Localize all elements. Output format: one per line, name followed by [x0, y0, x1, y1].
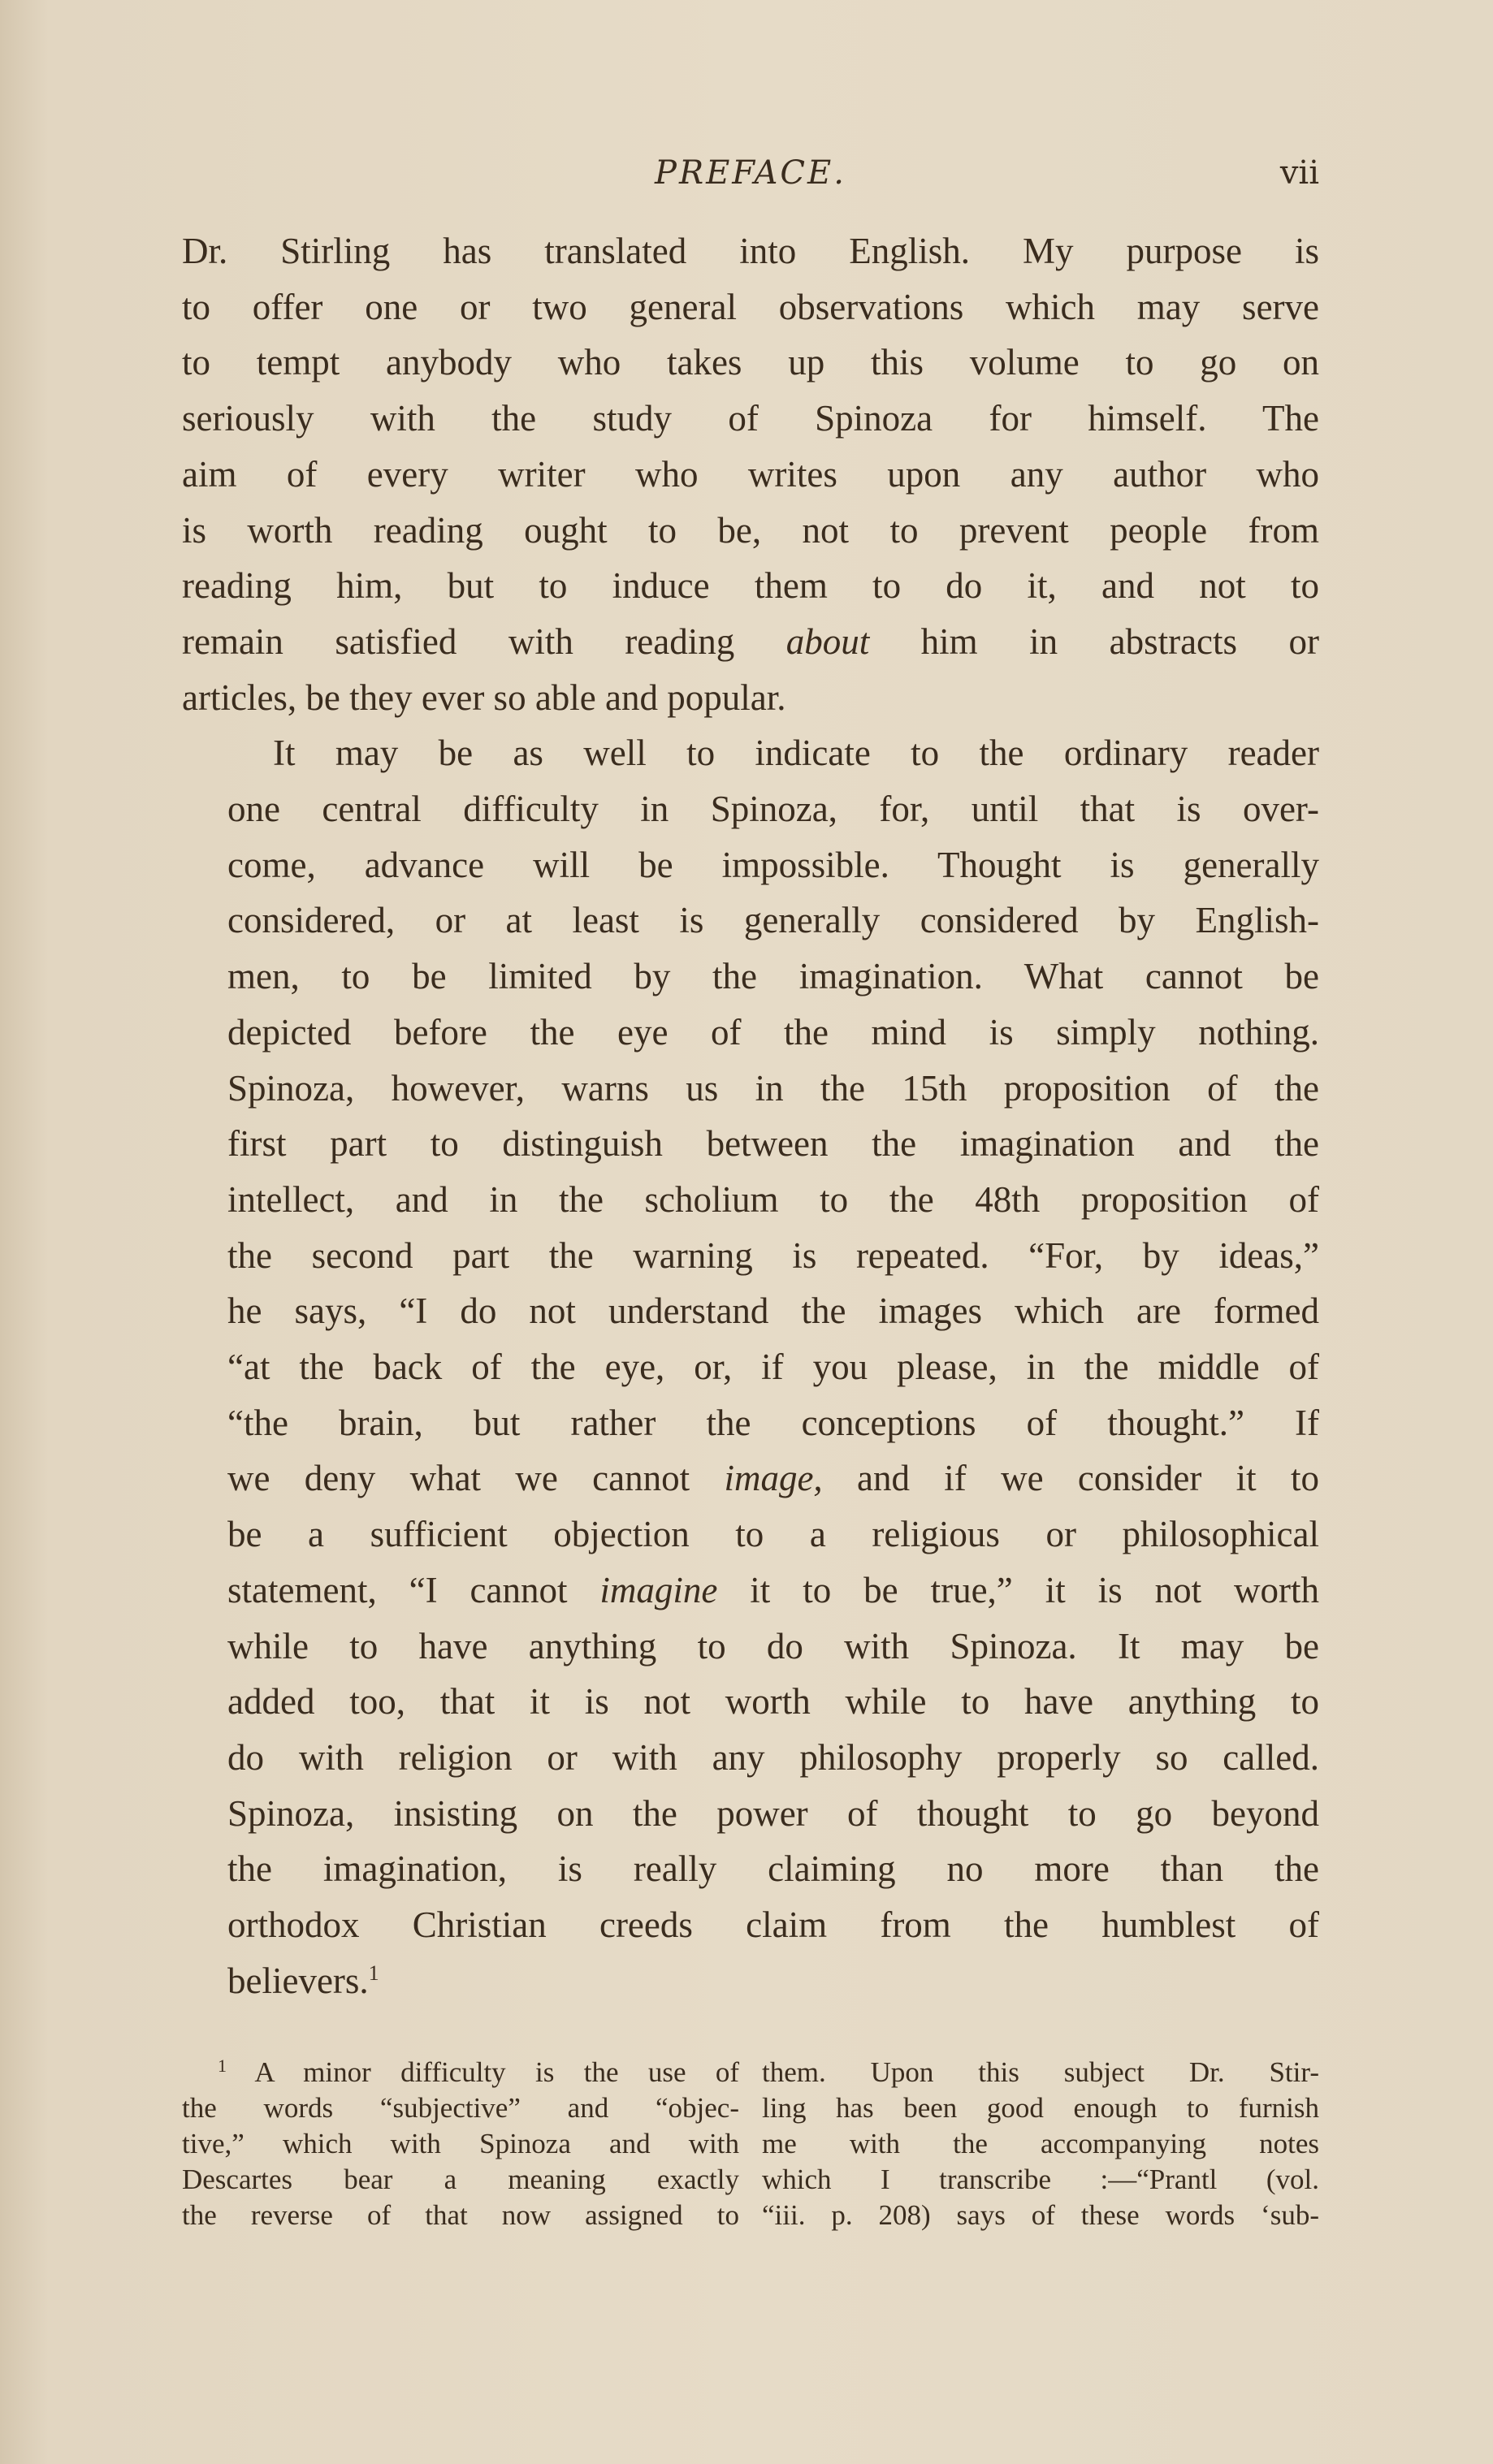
text-line: is worth reading ought to be, not to prevent people from [182, 509, 1319, 551]
text-line: remain satisfied with reading about him in abstracts or [182, 620, 1319, 662]
text-line: It may be as well to indicate to the ordinary reader [273, 733, 1319, 774]
footnote-marker: 1 [218, 2055, 227, 2076]
text-line: added too, that it is not worth while to have anything to [227, 1681, 1319, 1723]
footnote-line: them. Upon this subject Dr. Stir- [762, 2056, 1319, 2088]
text-line: come, advance will be impossible. Thought is generally [227, 844, 1319, 885]
text-line: depicted before the eye of the mind is simply nothing. [227, 1011, 1319, 1053]
text-line: Spinoza, insisting on the power of thought to go beyond [227, 1792, 1319, 1834]
running-head: PREFACE. [655, 154, 846, 192]
text-line-last [182, 1953, 1319, 2009]
paragraph-1 [182, 223, 1319, 725]
footnote-line: tive,” which with Spinoza and with [182, 2128, 739, 2159]
footnote-line: me with the accompanying notes [762, 2128, 1319, 2159]
text-line: while to have anything to do with Spinoza. It may be [227, 1625, 1319, 1666]
footnote-line: which I transcribe :—“Prantl (vol. [762, 2164, 1319, 2195]
text-fragment: believers. [227, 1960, 369, 2001]
text-line: aim of every writer who writes upon any author who [182, 453, 1319, 495]
footnote-line: the reverse of that now assigned to [182, 2199, 739, 2231]
text-line: reading him, but to induce them to do it, and not to [182, 565, 1319, 607]
text-line: Spinoza, however, warns us in the 15th proposition of the [227, 1067, 1319, 1109]
text-line: to tempt anybody who takes up this volume to go on [182, 342, 1319, 383]
text-line: first part to distinguish between the imagination and the [227, 1123, 1319, 1165]
footnote-line [182, 2055, 739, 2090]
footnote-line: ling has been good enough to furnish [762, 2092, 1319, 2124]
text-line: considered, or at least is generally considered by English- [227, 900, 1319, 941]
footnote-line: Descartes bear a meaning exactly [182, 2164, 739, 2195]
text-line: Dr. Stirling has translated into English. My purpose is [182, 231, 1319, 271]
text-line: “the brain, but rather the conceptions of thought.” If [227, 1402, 1319, 1443]
text-line: intellect, and in the scholium to the 48th proposition of [227, 1178, 1319, 1220]
text-line: statement, “I cannot imagine it to be true,” it is not worth [227, 1569, 1319, 1610]
page-header [182, 154, 1319, 203]
text-line: we deny what we cannot image, and if we consider it to [227, 1458, 1319, 1499]
text-line: to offer one or two general observations which may serve [182, 286, 1319, 327]
paragraph-2 [182, 725, 1319, 2008]
footnote [182, 2055, 1319, 2233]
text-line: seriously with the study of Spinoza for himself. The [182, 398, 1319, 439]
footnote-text: A minor difficulty is the use of [254, 2056, 739, 2088]
text-line: articles, be they ever so able and popular. [182, 677, 786, 718]
text-line: “at the back of the eye, or, if you please, in the middle of [227, 1347, 1319, 1388]
text-line: he says, “I do not understand the images which are formed [227, 1290, 1319, 1332]
text-line: be a sufficient objection to a religious or philosophical [227, 1514, 1319, 1555]
text-line: the imagination, is really claiming no more than the [227, 1848, 1319, 1890]
text-line: the second part the warning is repeated. “For, by ideas,” [227, 1234, 1319, 1276]
text-line: men, to be limited by the imagination. What cannot be [227, 956, 1319, 997]
page-number: vii [1279, 154, 1319, 192]
footnote-line: the words “subjective” and “objec- [182, 2092, 739, 2124]
text-line: do with religion or with any philosophy properly so called. [227, 1736, 1319, 1778]
text-line: orthodox Christian creeds claim from the humblest of [227, 1904, 1319, 1946]
footnote-reference[interactable]: 1 [368, 1960, 379, 1985]
body-text [182, 223, 1319, 2009]
footnote-column-left [182, 2055, 739, 2233]
text-line: one central difficulty in Spinoza, for, until that is over- [227, 789, 1319, 830]
footnote-column-right [762, 2055, 1319, 2233]
footnote-line: “iii. p. 208) says of these words ‘sub- [762, 2199, 1319, 2231]
